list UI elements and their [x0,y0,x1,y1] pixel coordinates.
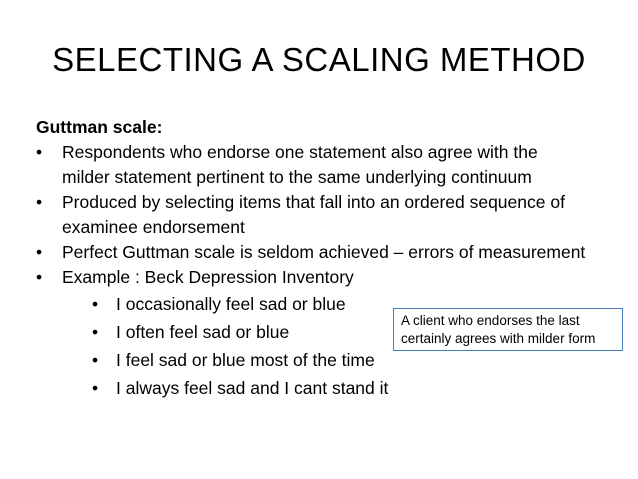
bullet-item [36,265,616,290]
bullet-text-line: Produced by selecting items that fall into an ordered sequence of [62,192,565,212]
bullet-text-line: Example : Beck Depression Inventory [62,267,354,287]
callout-box [393,308,623,351]
example-item-text: I feel sad or blue most of the time [116,350,375,370]
bullet-mark: • [92,294,99,314]
slide-content [36,115,616,402]
example-item [36,374,616,402]
example-item-text: I often feel sad or blue [116,322,290,342]
bullet-text-line: milder statement pertinent to the same underlying continuum [62,167,532,187]
bullet-mark: • [36,242,43,262]
bullet-text-line: Perfect Guttman scale is seldom achieved – errors of measurement [62,242,586,262]
bullet-item [36,140,616,190]
example-item-text: I occasionally feel sad or blue [116,294,346,314]
bullet-mark: • [92,350,99,370]
bullet-text-line: examinee endorsement [62,217,245,237]
section-heading: Guttman scale: [36,117,163,137]
bullet-mark: • [92,322,99,342]
callout-text-line: certainly agrees with milder form [401,331,596,346]
slide-title: SELECTING A SCALING METHOD [52,41,586,78]
bullet-mark: • [92,378,99,398]
bullet-item [36,190,616,240]
bullet-mark: • [36,142,43,162]
bullet-mark: • [36,192,43,212]
example-item-text: I always feel sad and I cant stand it [116,378,389,398]
callout-text-line: A client who endorses the last [401,313,580,328]
bullet-item [36,240,616,265]
bullet-mark: • [36,267,43,287]
bullet-text-line: Respondents who endorse one statement also agree with the [62,142,538,162]
